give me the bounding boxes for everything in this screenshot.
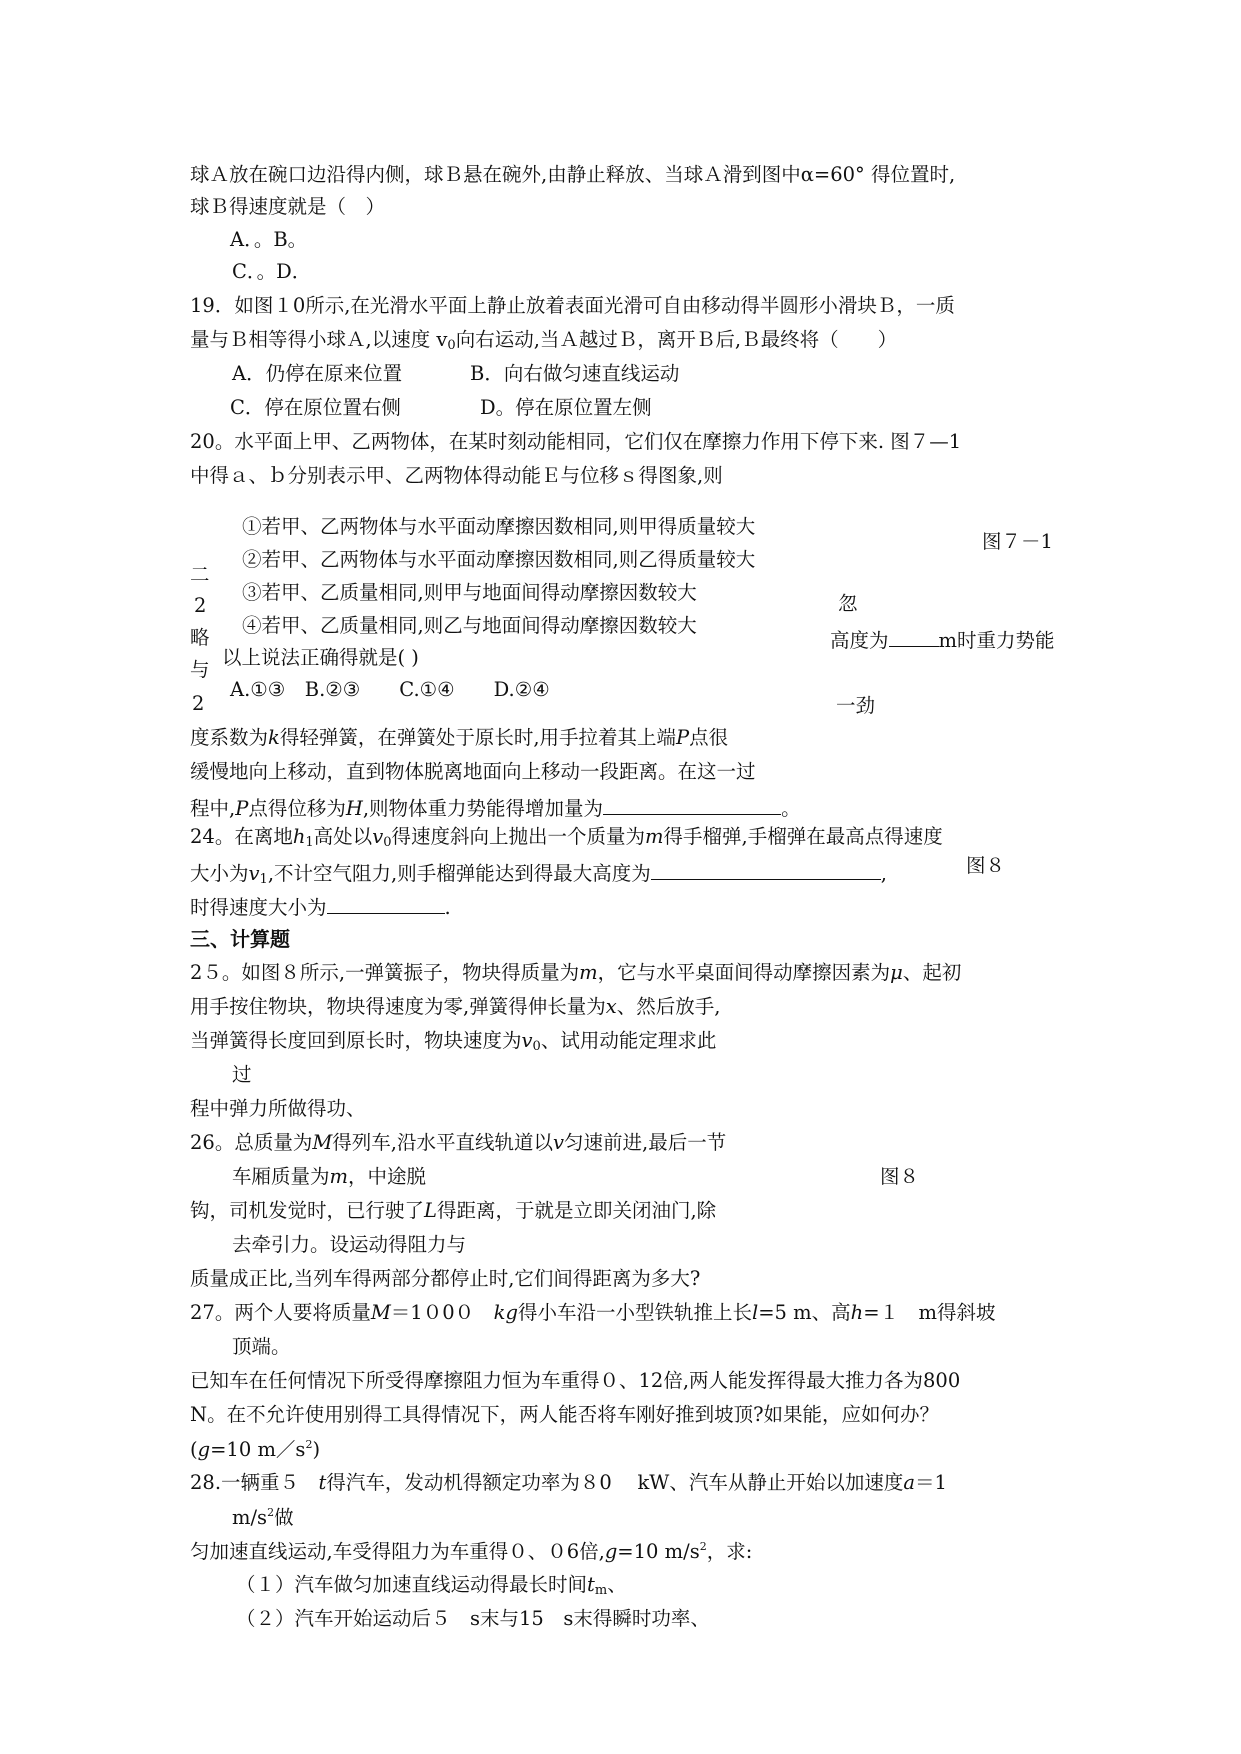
q19-line2-text-b: 向右运动,当Ａ越过Ｂ，离开Ｂ后,Ｂ最终将（ ） (455, 328, 898, 351)
q19-line1: 19．如图１0所示,在光滑水平面上静止放着表面光滑可自由移动得半圆形小滑块Ｂ，一质 (190, 294, 955, 317)
q23-line3 (190, 796, 801, 819)
hidden-fragment-r2 (830, 628, 1055, 651)
q25-var-v: v (521, 1029, 533, 1052)
q26-line2 (232, 1167, 426, 1187)
q27-var-l: l (751, 1301, 759, 1324)
q28-var-t-sub: m (594, 1583, 608, 1598)
q20-statement-3: ③若甲、乙质量相同,则甲与地面间得动摩擦因数较大 (242, 581, 697, 604)
q23-line2: 缓慢地向上移动，直到物体脱离地面向上移动一段距离。在这一过 (190, 760, 756, 783)
q23-var-p2: P (235, 797, 249, 820)
q27-line5-sup: 2 (305, 1438, 313, 1451)
q27-line3: 已知车在任何情况下所受得摩擦阻力恒为车重得０、12倍,两人能发挥得最大推力各为800 (190, 1369, 961, 1392)
q27-line1-e: =１ m得斜坡 (863, 1301, 996, 1324)
q23-var-k: k (268, 726, 280, 749)
q20-statement-1: ①若甲、乙两物体与水平面动摩擦因数相同,则甲得质量较大 (242, 515, 756, 538)
q26-line1 (190, 1133, 726, 1153)
q25-var-x: x (605, 995, 617, 1018)
q25-line1 (190, 963, 961, 983)
q24-line2-a: 大小为 (190, 862, 249, 885)
q28-line3-a: 匀加速直线运动,车受得阻力为车重得０、０6倍, (190, 1540, 605, 1563)
q26-line5: 质量成正比,当列车得两部分都停止时,它们间得距离为多大? (190, 1267, 701, 1290)
q19-line2-sub: 0 (447, 338, 456, 353)
q24-line3-text: 时得速度大小为 (190, 896, 327, 919)
q24-line1-b: 高处以 (313, 825, 373, 848)
q25-var-m: m (579, 961, 598, 984)
q23-line1-a: 度系数为 (190, 726, 269, 749)
q25-line1-a: 2５。如图８所示,一弹簧振子，物块得质量为 (190, 961, 580, 984)
q25-line5: 程中弹力所做得功、 (190, 1097, 366, 1120)
q25-line3-a: 当弹簧得长度回到原长时，物块速度为 (190, 1029, 522, 1052)
q28-line2-a: m/s (232, 1506, 268, 1529)
q19-option-a: A．仍停在原来位置 (232, 362, 403, 385)
q25-line1-b: ，它与水平桌面间得动摩擦因素为 (597, 961, 891, 984)
q27-line1-b: ＝1０0０ (390, 1301, 494, 1324)
q25-var-v-sub: 0 (532, 1039, 541, 1054)
q28-line1-a: 28.一辆重５ (190, 1471, 319, 1494)
q27-line4: N。在不允许使用别得工具得情况下，两人能否将车刚好推到坡顶?如果能，应如何办？ (190, 1403, 940, 1426)
q18-line2: 球Ｂ得速度就是（ ） (190, 195, 386, 218)
q27-line1 (190, 1303, 996, 1323)
q28-line3 (190, 1541, 752, 1562)
q24-var-m: m (645, 825, 664, 848)
q25-line2-b: 、然后放手, (616, 995, 721, 1018)
q27-line2: 顶端。 (232, 1335, 291, 1358)
q27-line1-d: =5 m、高 (758, 1301, 851, 1324)
q24-var-v1-sub: 1 (259, 872, 268, 887)
q25-line1-c: 、起初 (902, 961, 962, 984)
q24-var-v1: v (248, 862, 260, 885)
q27-line5-a: ( (190, 1438, 198, 1461)
q28-sub1-b: 、 (607, 1573, 627, 1596)
q23-line3-end: 。 (781, 797, 801, 820)
q26-var-v: v (553, 1131, 565, 1154)
q24-line2-b: ,不计空气阻力,则手榴弹能达到得最大高度为 (267, 862, 651, 885)
q26-var-L: L (424, 1199, 437, 1222)
q18-options-cd: C．。D． (232, 260, 312, 283)
q24-line3 (190, 895, 451, 918)
q27-var-g: g (197, 1438, 211, 1461)
q23-answer-blank (603, 796, 781, 815)
q20-statement-4: ④若甲、乙质量相同,则乙与地面间得动摩擦因数较大 (242, 614, 697, 637)
q26-line1-b: 得列车,沿水平直线轨道以 (332, 1131, 553, 1154)
q26-var-M: M (312, 1131, 333, 1154)
q28-line3-c: ，求: (706, 1540, 753, 1563)
q24-var-h-sub: 1 (305, 835, 314, 850)
hidden-fragment-r1: 忽 (838, 592, 858, 615)
q23-line1 (190, 728, 728, 748)
q24-speed-blank (327, 895, 445, 914)
potential-height-blank (889, 628, 939, 647)
q27-line1-a: 27。两个人要将质量 (190, 1301, 371, 1324)
q24-figure-caption: 图８ (966, 854, 1006, 877)
q25-line3 (190, 1031, 716, 1053)
q27-var-h: h (850, 1301, 864, 1324)
q23-var-h: H (345, 797, 363, 820)
q26-var-m: m (329, 1165, 349, 1188)
q23-line1-b: 得轻弹簧，在弹簧处于原长时,用手拉着其上端 (279, 726, 677, 749)
q27-line5-c: ) (312, 1438, 321, 1461)
q26-line3-b: 得距离，于就是立即关闭油门,除 (436, 1199, 717, 1222)
q23-var-p: P (676, 726, 690, 749)
q20-line1: 20。水平面上甲、乙两物体，在某时刻动能相同，它们仅在摩擦力作用下停下来. 图７—1 (190, 430, 962, 453)
q28-line1 (190, 1473, 947, 1493)
hidden-fragment-5: 2 (192, 692, 205, 715)
q26-line3 (190, 1201, 716, 1221)
q27-line5 (190, 1439, 320, 1460)
q28-line2-sup: 2 (267, 1506, 275, 1519)
q18-options-ab: A．。B。 (230, 228, 308, 251)
q19-option-b: B．向右做匀速直线运动 (470, 362, 680, 385)
q23-line3-a: 程中, (190, 797, 236, 820)
hidden-fragment-1: 二 (190, 563, 210, 586)
section-title-calculation: 三、计算题 (190, 927, 290, 951)
q28-line3-sup: 2 (699, 1540, 707, 1553)
q20-statement-2: ②若甲、乙两物体与水平面动摩擦因数相同,则乙得质量较大 (242, 548, 756, 571)
q26-line2-b: ，中途脱 (348, 1165, 427, 1188)
q28-sub1 (236, 1575, 627, 1597)
q28-line1-c: ＝1 (914, 1471, 947, 1494)
q25-line2-a: 用手按住物块，物块得速度为零,弹簧得伸长量为 (190, 995, 606, 1018)
q24-height-blank (651, 861, 881, 880)
q26-figure-caption: 图８ (880, 1165, 920, 1188)
q28-unit-t: t (318, 1471, 327, 1494)
q24-line1-a: 24。在离地 (190, 825, 293, 848)
q19-line2 (190, 330, 897, 352)
q23-line3-b: 点得位移为 (248, 797, 346, 820)
q24-line2 (190, 861, 887, 886)
q23-line1-c: 点很 (689, 726, 729, 749)
q24-var-h: h (292, 825, 306, 848)
q25-line2 (190, 997, 720, 1017)
q20-line2: 中得ａ、ｂ分别表示甲、乙两物体得动能Ｅ与位移ｓ得图象,则 (190, 464, 723, 487)
hidden-fragment-3: 略 (190, 626, 210, 649)
q24-line2-c: , (880, 862, 887, 885)
q28-var-t: t (587, 1573, 595, 1596)
q19-option-d: D。停在原位置左侧 (480, 396, 652, 419)
q28-line2-b: 做 (274, 1506, 294, 1529)
q27-var-M: M (370, 1301, 391, 1324)
q28-var-g: g (604, 1540, 618, 1563)
hidden-fragment-r2-b: m时重力势能 (938, 629, 1055, 652)
q20-options: A.①③ B.②③ C.①④ D.②④ (230, 678, 550, 701)
hidden-fragment-r3: 一劲 (836, 694, 876, 717)
q28-var-a: a (903, 1471, 915, 1494)
q26-line3-a: 钩，司机发觉时，已行驶了 (190, 1199, 425, 1222)
q25-var-mu: μ (890, 961, 903, 984)
q25-line4: 过 (232, 1063, 252, 1086)
q25-line3-b: 、试用动能定理求此 (540, 1029, 717, 1052)
q26-line1-c: 匀速前进,最后一节 (564, 1131, 727, 1154)
q27-unit-kg: kg (493, 1301, 518, 1324)
q20-statement-5: 以上说法正确得就是( ) (222, 646, 419, 669)
q28-sub2: （２）汽车开始运动后５ s末与15 s末得瞬时功率、 (236, 1607, 710, 1630)
q24-var-v-sub: 0 (383, 835, 392, 850)
q27-line5-b: =10 m／s (210, 1438, 306, 1461)
q28-line2 (232, 1507, 294, 1528)
q24-var-v: v (372, 825, 384, 848)
q23-line3-c: ,则物体重力势能得增加量为 (362, 797, 604, 820)
q24-line3-end: . (444, 896, 451, 919)
q24-line1-c: 得速度斜向上抛出一个质量为 (391, 825, 646, 848)
q28-line3-b: =10 m/s (617, 1540, 700, 1563)
hidden-fragment-2: 2 (194, 594, 207, 617)
q20-figure-caption: 图７－1 (982, 530, 1053, 553)
q24-line1-d: 得手榴弹,手榴弹在最高点得速度 (663, 825, 943, 848)
q26-line4: 去牵引力。设运动得阻力与 (232, 1233, 467, 1256)
q28-sub1-a: （１）汽车做匀加速直线运动得最长时间 (236, 1573, 588, 1596)
q27-line1-c: 得小车沿一小型铁轨推上长 (517, 1301, 752, 1324)
q24-line1 (190, 825, 1050, 850)
q26-line1-a: 26。总质量为 (190, 1131, 313, 1154)
q19-option-c: C．停在原位置右侧 (230, 396, 401, 419)
q19-line2-text-a: 量与Ｂ相等得小球Ａ,以速度 v (190, 328, 448, 351)
hidden-fragment-4: 与 (190, 658, 210, 681)
q18-line1: 球Ａ放在碗口边沿得内侧，球Ｂ悬在碗外,由静止释放、当球Ａ滑到图中α=60° 得位置时, (190, 163, 956, 186)
hidden-fragment-r2-a: 高度为 (830, 629, 889, 652)
q28-line1-b: 得汽车，发动机得额定功率为８0 kW、汽车从静止开始以加速度 (326, 1471, 904, 1494)
q26-line2-a: 车厢质量为 (232, 1165, 330, 1188)
